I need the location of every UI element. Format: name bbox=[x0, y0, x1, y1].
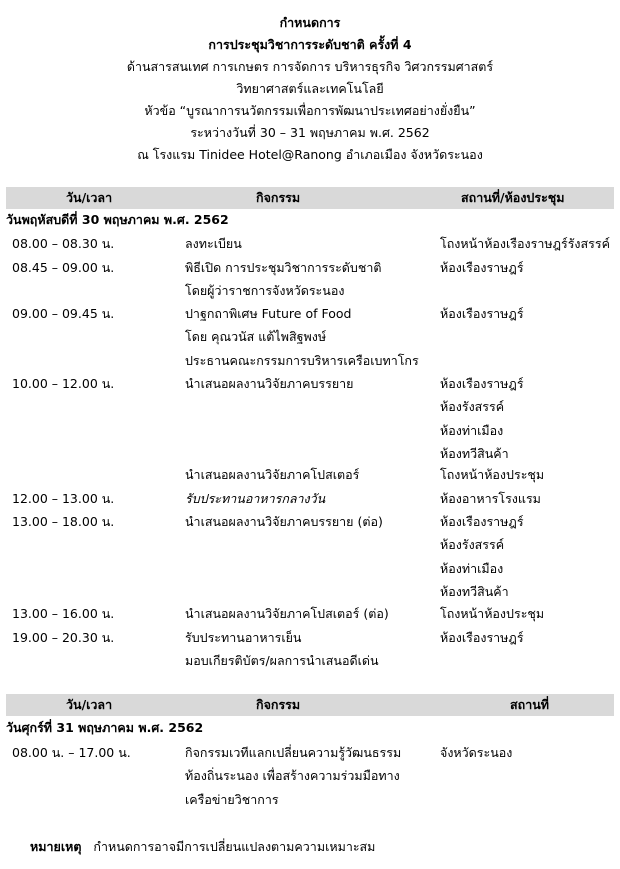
table1-col-time: วัน/เวลา bbox=[66, 190, 113, 205]
footnote-label: หมายเหตุ bbox=[30, 839, 82, 854]
row-activity: ลงทะเบียน bbox=[185, 236, 242, 251]
row-activity-detail: มอบเกียรติบัตร/ผลการนำเสนอดีเด่น bbox=[185, 653, 379, 669]
row-time: 12.00 – 13.00 น. bbox=[12, 491, 115, 506]
header-venue: ณ โรงแรม Tinidee Hotel@Ranong อำเภอเมือง จังหวัดระนอง bbox=[137, 147, 483, 162]
row-place: ห้องท่าเมือง bbox=[440, 560, 504, 576]
row-activity-detail: โดย คุณวนัส แต้ไพสิฐพงษ์ bbox=[185, 329, 327, 345]
row-time: 09.00 – 09.45 น. bbox=[12, 306, 115, 321]
row-place: ห้องเรืองราษฎร์ bbox=[440, 306, 524, 321]
row-activity: ปาฐกถาพิเศษ Future of Food bbox=[185, 306, 352, 321]
row-activity: นำเสนอผลงานวิจัยภาคโปสเตอร์ (ต่อ) bbox=[185, 606, 389, 621]
row-activity: นำเสนอผลงานวิจัยภาคบรรยาย bbox=[185, 376, 354, 391]
row-place: ห้องทวีสินค้า bbox=[440, 445, 509, 461]
row-place: โถงหน้าห้องประชุม bbox=[440, 606, 545, 621]
row-place: ห้องเรืองราษฎร์ bbox=[440, 260, 524, 275]
row-place: ห้องรังสรรค์ bbox=[440, 537, 505, 553]
row-place: ห้องทวีสินค้า bbox=[440, 583, 509, 599]
row-activity-detail: เครือข่ายวิชาการ bbox=[185, 791, 279, 807]
row-time: 08.45 – 09.00 น. bbox=[12, 260, 115, 275]
row-activity-detail: ประธานคณะกรรมการบริหารเครือเบทาโกร bbox=[185, 352, 419, 368]
table2-col-place: สถานที่ bbox=[510, 697, 550, 712]
row-time: 13.00 – 16.00 น. bbox=[12, 606, 115, 621]
header-theme: หัวข้อ “บูรณาการนวัตกรรมเพื่อการพัฒนาประเทศอย่างยั่งยืน” bbox=[144, 103, 476, 118]
table2-header-row bbox=[6, 694, 614, 716]
row-time: 08.00 น. – 17.00 น. bbox=[12, 745, 131, 760]
row-time: 19.00 – 20.30 น. bbox=[12, 630, 115, 645]
table1-day-label: วันพฤหัสบดีที่ 30 พฤษภาคม พ.ศ. 2562 bbox=[6, 212, 229, 227]
table2-col-activity: กิจกรรม bbox=[256, 697, 301, 712]
header-dates: ระหว่างวันที่ 30 – 31 พฤษภาคม พ.ศ. 2562 bbox=[190, 125, 430, 140]
row-activity: นำเสนอผลงานวิจัยภาคบรรยาย (ต่อ) bbox=[185, 514, 383, 529]
row-time: 13.00 – 18.00 น. bbox=[12, 514, 115, 529]
footnote-text: กำหนดการอาจมีการเปลี่ยนแปลงตามความเหมาะสม bbox=[93, 839, 376, 854]
row-place: ห้องรังสรรค์ bbox=[440, 399, 505, 415]
row-place: จังหวัดระนอง bbox=[440, 745, 513, 760]
row-time: 10.00 – 12.00 น. bbox=[12, 376, 115, 391]
table1-col-activity: กิจกรรม bbox=[256, 190, 301, 205]
header-title: กำหนดการ bbox=[279, 15, 341, 30]
table2-day-label: วันศุกร์ที่ 31 พฤษภาคม พ.ศ. 2562 bbox=[6, 720, 204, 735]
row-activity: กิจกรรมเวทีแลกเปลี่ยนความรู้วัฒนธรรม bbox=[185, 745, 402, 760]
table2-col-time: วัน/เวลา bbox=[66, 697, 113, 712]
row-place: ห้องอาหารโรงแรม bbox=[440, 491, 541, 506]
document-header bbox=[0, 12, 620, 166]
row-activity: รับประทานอาหารกลางวัน bbox=[185, 491, 326, 506]
row-place: ห้องเรืองราษฎร์ bbox=[440, 630, 524, 645]
header-conference-name: การประชุมวิชาการระดับชาติ ครั้งที่ 4 bbox=[208, 37, 412, 52]
table1-col-place: สถานที่/ห้องประชุม bbox=[461, 190, 565, 205]
table1-header-row bbox=[6, 187, 614, 209]
row-activity-detail: ท้องถิ่นระนอง เพื่อสร้างความร่วมมือทาง bbox=[185, 768, 400, 784]
row-place: โถงหน้าห้องเรืองราษฎร์รังสรรค์ bbox=[440, 236, 610, 251]
row-activity: พิธีเปิด การประชุมวิชาการระดับชาติ bbox=[185, 260, 382, 275]
row-activity-detail: โดยผู้ว่าราชการจังหวัดระนอง bbox=[185, 283, 345, 299]
row-activity: นำเสนอผลงานวิจัยภาคโปสเตอร์ bbox=[185, 467, 360, 482]
header-fields-line1: ด้านสารสนเทศ การเกษตร การจัดการ บริหารธุรกิจ วิศวกรรมศาสตร์ bbox=[126, 59, 494, 74]
row-place: ห้องเรืองราษฎร์ bbox=[440, 514, 524, 529]
row-place: ห้องเรืองราษฎร์ bbox=[440, 376, 524, 391]
row-activity: รับประทานอาหารเย็น bbox=[185, 630, 302, 645]
row-place: ห้องท่าเมือง bbox=[440, 422, 504, 438]
footnote bbox=[30, 836, 375, 858]
row-time: 08.00 – 08.30 น. bbox=[12, 236, 115, 251]
row-place: โถงหน้าห้องประชุม bbox=[440, 467, 545, 482]
header-fields-line2: วิทยาศาสตร์และเทคโนโลยี bbox=[236, 81, 384, 96]
